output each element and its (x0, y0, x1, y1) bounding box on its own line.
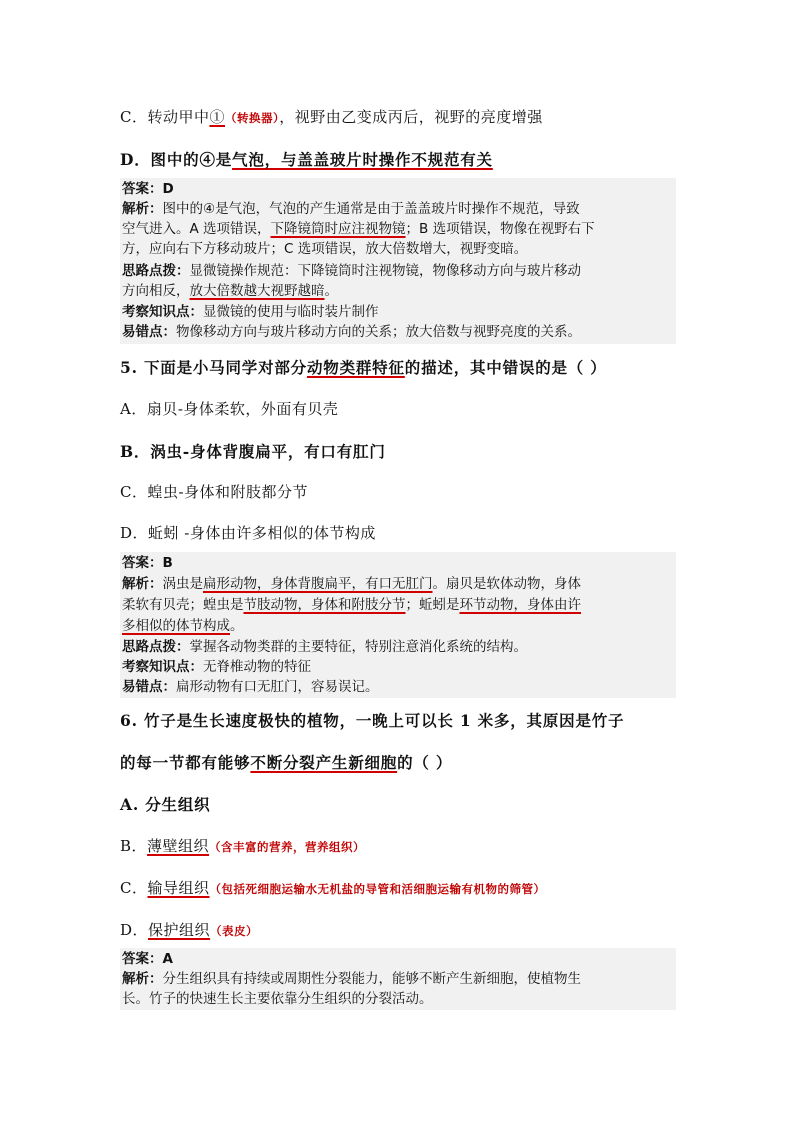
q4-option-d: D．图中的④是气泡，与盖盖玻片时操作不规范有关 (120, 150, 493, 169)
analysis-line: 方，应向右下方移动玻片；C 选项错误，放大倍数增大，视野变暗。 (122, 241, 528, 257)
error-line: 易错点：物像移动方向与玻片移动方向的关系；放大倍数与视野亮度的关系。 (122, 324, 581, 340)
answer-line: 答案：D (122, 181, 174, 197)
analysis-line: 空气进入。A 选项错误，下降镜筒时应注视物镜；B 选项错误，物像在视野右下 (122, 221, 595, 237)
q6-stem-line2: 的每一节都有能够不断分裂产生新细胞的（ ） (120, 753, 453, 772)
q5-option-a: A．扇贝-身体柔软，外面有贝壳 (120, 400, 339, 418)
q6-option-a: A. 分生组织 (120, 795, 211, 814)
q5-option-c: C．蝗虫-身体和附肢都分节 (120, 483, 309, 501)
analysis-line: 解析：分生组织具有持续或周期性分裂能力，能够不断产生新细胞，使植物生 (122, 971, 581, 987)
analysis-line: 解析：涡虫是扁形动物，身体背腹扁平，有口无肛门。扇贝是软体动物，身体 (122, 576, 581, 592)
q5-option-b: B．涡虫-身体背腹扁平，有口有肛门 (120, 442, 386, 461)
tips-line: 方向相反，放大倍数越大视野越暗。 (122, 283, 338, 299)
tips-line: 思路点拨：显微镜操作规范：下降镜筒时注视物镜，物像移动方向与玻片移动 (122, 263, 581, 279)
q6-option-d: D．保护组织（表皮） (120, 921, 259, 939)
knowledge-line: 考察知识点：无脊椎动物的特征 (122, 659, 311, 675)
analysis-line: 多相似的体节构成。 (122, 618, 244, 634)
answer-box-q5 (120, 552, 676, 698)
q6-option-b: B．薄壁组织（含丰富的营养，营养组织） (120, 837, 366, 855)
q4-option-c: C．转动甲中①（转换器），视野由乙变成丙后，视野的亮度增强 (120, 108, 543, 126)
tips-line: 思路点拨：掌握各动物类群的主要特征，特别注意消化系统的结构。 (122, 639, 527, 655)
q6-stem-line1: 6. 竹子是生长速度极快的植物，一晚上可以长 1 米多，其原因是竹子 (120, 711, 625, 730)
analysis-line: 柔软有贝壳；蝗虫是节肢动物，身体和附肢分节；蚯蚓是环节动物，身体由许 (122, 597, 581, 613)
analysis-line: 长。竹子的快速生长主要依靠分生组织的分裂活动。 (122, 991, 433, 1007)
q5-stem: 5. 下面是小马同学对部分动物类群特征的描述，其中错误的是（ ） (120, 358, 607, 377)
answer-line: 答案：B (122, 555, 173, 571)
answer-box-q6 (120, 948, 676, 1010)
analysis-line: 解析：图中的④是气泡，气泡的产生通常是由于盖盖玻片时操作不规范，导致 (122, 201, 580, 217)
answer-line: 答案：A (122, 951, 173, 967)
q6-option-c: C．输导组织（包括死细胞运输水无机盐的导管和活细胞运输有机物的筛管） (120, 879, 546, 897)
error-line: 易错点：扁形动物有口无肛门，容易误记。 (122, 679, 379, 695)
q5-option-d: D．蚯蚓 -身体由许多相似的体节构成 (120, 524, 376, 542)
knowledge-line: 考察知识点：显微镜的使用与临时装片制作 (122, 304, 379, 320)
answer-box-q4 (120, 178, 676, 344)
